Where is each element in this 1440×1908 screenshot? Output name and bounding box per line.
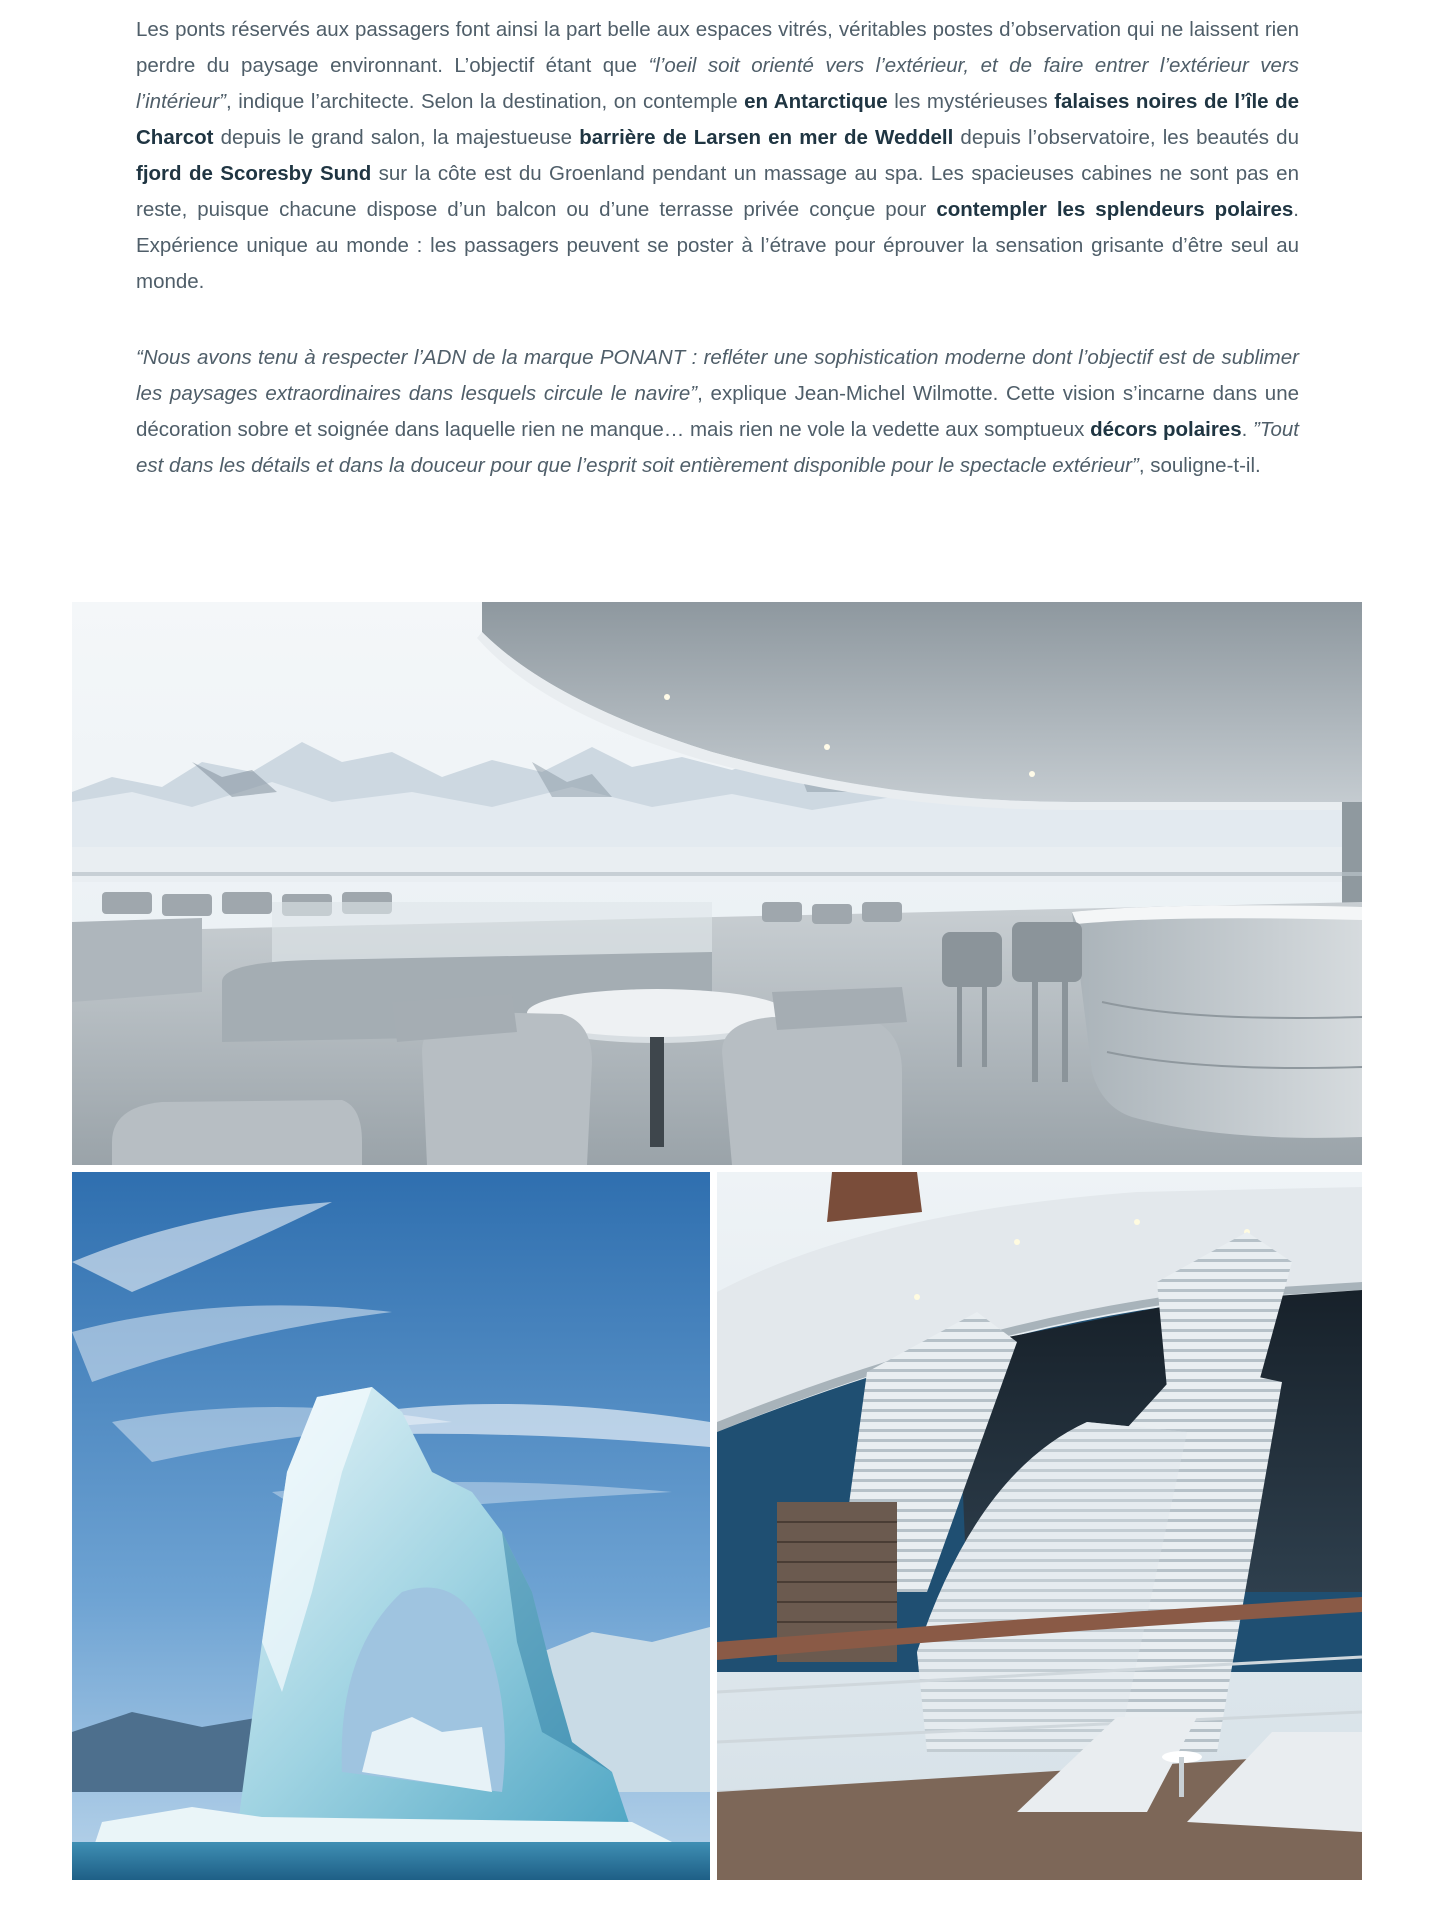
iceberg-arch-photo <box>72 1172 710 1880</box>
bold-phrase: décors polaires <box>1090 418 1242 441</box>
bold-phrase: barrière de Larsen en mer de Weddell <box>579 126 954 149</box>
bold-phrase: contempler les splendeurs polaires <box>936 198 1294 221</box>
text-run: sur la côte est du Groenland pendant un massage au spa. Les spacieuses cabines ne sont pas en reste, puisque chacune dispose d’un balcon ou d’une terrasse privée conçue pour <box>136 162 1299 221</box>
quote-phrase: “l’oeil soit orienté vers l’extérieur, et de faire entrer l’extérieur vers l’intérieur” <box>136 54 1300 113</box>
bold-phrase: en Antarctique <box>744 90 888 113</box>
deck-bar-photo <box>72 602 1362 1165</box>
bold-phrase: falaises noires de l’île de Charcot <box>136 90 1299 149</box>
quote-phrase: “Nous avons tenu à respecter l’ADN de la marque PONANT : refléter une sophistication moderne dont l’objectif est de sublimer les paysages extraordinaires dans lesquels circule le navire” <box>136 346 1299 405</box>
article-paragraph-1 <box>136 12 1299 300</box>
text-run: depuis le grand salon, la majestueuse <box>213 126 580 149</box>
text-run: depuis l’observatoire, les beautés du <box>953 126 1299 149</box>
text-run: . <box>1241 418 1254 441</box>
text-run: . Expérience unique au monde : les passagers peuvent se poster à l’étrave pour éprouver la sensation grisante d’être seul au monde. <box>136 198 1299 293</box>
quote-phrase: ”Tout est dans les détails et dans la douceur pour que l’esprit soit entièrement disponible pour le spectacle extérieur” <box>136 418 1299 477</box>
text-run: , indique l’architecte. Selon la destination, on contemple <box>226 90 745 113</box>
balcony-shades-photo <box>717 1172 1362 1880</box>
text-run: , souligne-t-il. <box>1138 454 1261 477</box>
text-run: Les ponts réservés aux passagers font ainsi la part belle aux espaces vitrés, véritables postes d’observation qui ne laissent rien perdre du paysage environnant. L’objectif étant que <box>136 18 1299 77</box>
text-run: les mystérieuses <box>887 90 1055 113</box>
bold-phrase: fjord de Scoresby Sund <box>136 162 372 185</box>
text-run: , explique Jean-Michel Wilmotte. Cette vision s’incarne dans une décoration sobre et soignée dans laquelle rien ne manque… mais rien ne vole la vedette aux somptueux <box>136 382 1299 441</box>
article-paragraph-2 <box>136 340 1299 484</box>
